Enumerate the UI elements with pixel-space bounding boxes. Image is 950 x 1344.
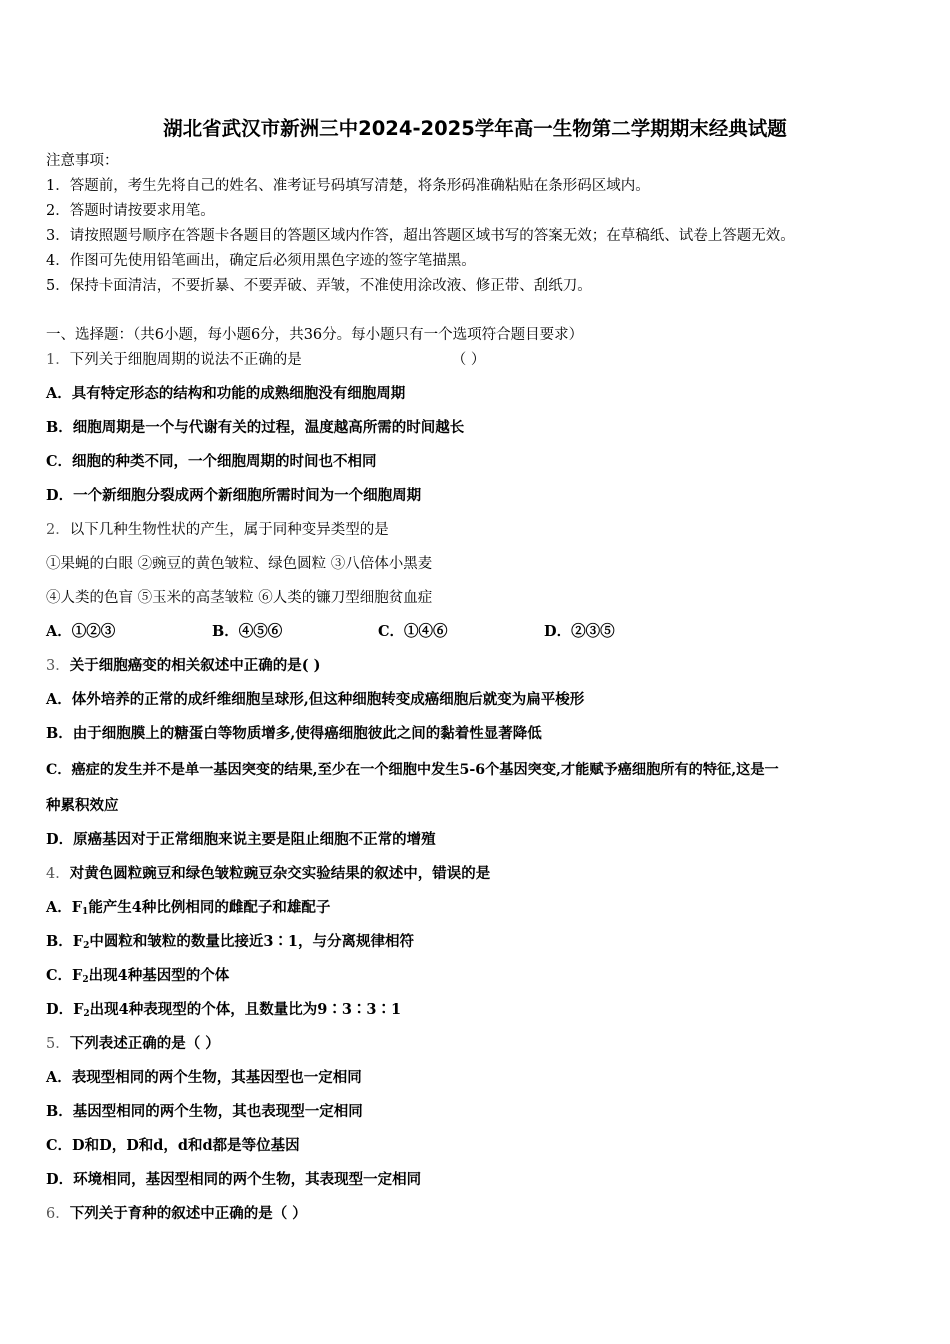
- q3-option-a: A．体外培养的正常的成纤维细胞呈球形,但这种细胞转变成癌细胞后就变为扁平梭形: [46, 691, 585, 708]
- question-4-stem: [46, 865, 490, 883]
- question-text: 下列关于细胞周期的说法不正确的是: [69, 352, 302, 368]
- notice-item-5: 5．保持卡面清洁，不要折暴、不要弄破、弄皱，不准使用涂改液、修正带、刮纸刀。: [46, 278, 592, 294]
- q2-option-d: D．②③⑤: [544, 623, 615, 640]
- question-3-stem: [46, 657, 321, 675]
- q1-option-b: B．细胞周期是一个与代谢有关的过程，温度越高所需的时间越长: [46, 419, 465, 436]
- question-5-stem: [46, 1035, 220, 1053]
- q2-list-2: ④人类的色盲 ⑤玉米的高茎皱粒 ⑥人类的镰刀型细胞贫血症: [46, 590, 433, 606]
- page-title: 湖北省武汉市新洲三中2024-2025学年高一生物第二学期期末经典试题: [163, 117, 787, 140]
- question-number: 1．: [46, 352, 70, 368]
- question-number: 4．: [46, 866, 70, 882]
- q1-option-d: D．一个新细胞分裂成两个新细胞所需时间为一个细胞周期: [46, 487, 422, 504]
- q2-option-c: C．①④⑥: [378, 623, 448, 640]
- question-text: 下列关于育种的叙述中正确的是（ ）: [69, 1205, 307, 1222]
- q4-option-d: [46, 1001, 401, 1023]
- q4-option-b: [46, 933, 414, 955]
- question-6-stem: [46, 1205, 307, 1223]
- q2-list-1: ①果蝇的白眼 ②豌豆的黄色皱粒、绿色圆粒 ③八倍体小黑麦: [46, 556, 433, 572]
- question-number: 3．: [46, 658, 70, 674]
- option-prefix: B．F: [46, 933, 84, 950]
- notice-item-1: 1．答题前，考生先将自己的姓名、准考证号码填写清楚，将条形码准确粘贴在条形码区域内。: [46, 178, 650, 194]
- option-prefix: D．F: [46, 1001, 84, 1018]
- option-text: 出现4种表现型的个体，且数量比为9∶3∶3∶1: [89, 1001, 402, 1018]
- q3-option-b: B．由于细胞膜上的糖蛋白等物质增多,使得癌细胞彼此之间的黏着性显著降低: [46, 725, 542, 742]
- option-text: 能产生4种比例相同的雌配子和雄配子: [88, 899, 331, 916]
- q5-option-b: B．基因型相同的两个生物，其也表现型一定相同: [46, 1103, 363, 1120]
- question-number: 6．: [46, 1206, 70, 1222]
- question-number: 2．: [46, 522, 70, 538]
- q3-option-c-line2: 种累积效应: [46, 797, 119, 814]
- q5-option-a: A．表现型相同的两个生物，其基因型也一定相同: [46, 1069, 362, 1086]
- option-prefix: C．F: [46, 967, 83, 984]
- q3-option-d: D．原癌基因对于正常细胞来说主要是阻止细胞不正常的增殖: [46, 831, 436, 848]
- notice-item-3: 3．请按照题号顺序在答题卡各题目的答题区域内作答，超出答题区域书写的答案无效；在草稿纸、试卷上答题无效。: [46, 228, 795, 244]
- subscript: 2: [83, 1009, 90, 1019]
- q1-option-a: A．具有特定形态的结构和功能的成熟细胞没有细胞周期: [46, 385, 406, 402]
- question-text: 对黄色圆粒豌豆和绿色皱粒豌豆杂交实验结果的叙述中，错误的是: [69, 865, 491, 882]
- section-heading: 一、选择题：（共6小题，每小题6分，共36分。每小题只有一个选项符合题目要求）: [46, 327, 584, 343]
- q4-option-a: [46, 899, 330, 921]
- option-text: 中圆粒和皱粒的数量比接近3∶1，与分离规律相符: [89, 933, 415, 950]
- notice-heading: 注意事项：: [46, 153, 119, 169]
- answer-bracket: （ ）: [451, 352, 486, 368]
- q2-option-a: A．①②③: [46, 623, 116, 640]
- notice-item-4: 4．作图可先使用铅笔画出，确定后必须用黑色字迹的签字笔描黑。: [46, 253, 476, 269]
- subscript: 2: [82, 975, 89, 985]
- option-prefix: A．F: [46, 899, 83, 916]
- question-text: 关于细胞癌变的相关叙述中正确的是( ): [69, 657, 321, 674]
- subscript: 2: [83, 941, 90, 951]
- q5-option-c: C．D和D，D和d，d和d都是等位基因: [46, 1137, 300, 1154]
- q2-options: [46, 623, 615, 641]
- question-number: 5．: [46, 1036, 70, 1052]
- q2-option-b: B．④⑤⑥: [212, 623, 283, 640]
- question-text: 以下几种生物性状的产生，属于同种变异类型的是: [69, 522, 389, 538]
- question-2-stem: [46, 521, 389, 539]
- option-text: 出现4种基因型的个体: [88, 967, 230, 984]
- q1-option-c: C．细胞的种类不同，一个细胞周期的时间也不相同: [46, 453, 377, 470]
- question-1-stem: [46, 351, 485, 369]
- q4-option-c: [46, 967, 229, 989]
- question-text: 下列表述正确的是（ ）: [69, 1035, 220, 1052]
- notice-item-2: 2．答题时请按要求用笔。: [46, 203, 215, 219]
- q3-option-c-line1: C．癌症的发生并不是单一基因突变的结果,至少在一个细胞中发生5-6个基因突变,才能赋予癌细胞所有的特征,这是一: [46, 762, 779, 778]
- subscript: 1: [82, 907, 89, 917]
- q5-option-d: D．环境相同，基因型相同的两个生物，其表现型一定相同: [46, 1171, 422, 1188]
